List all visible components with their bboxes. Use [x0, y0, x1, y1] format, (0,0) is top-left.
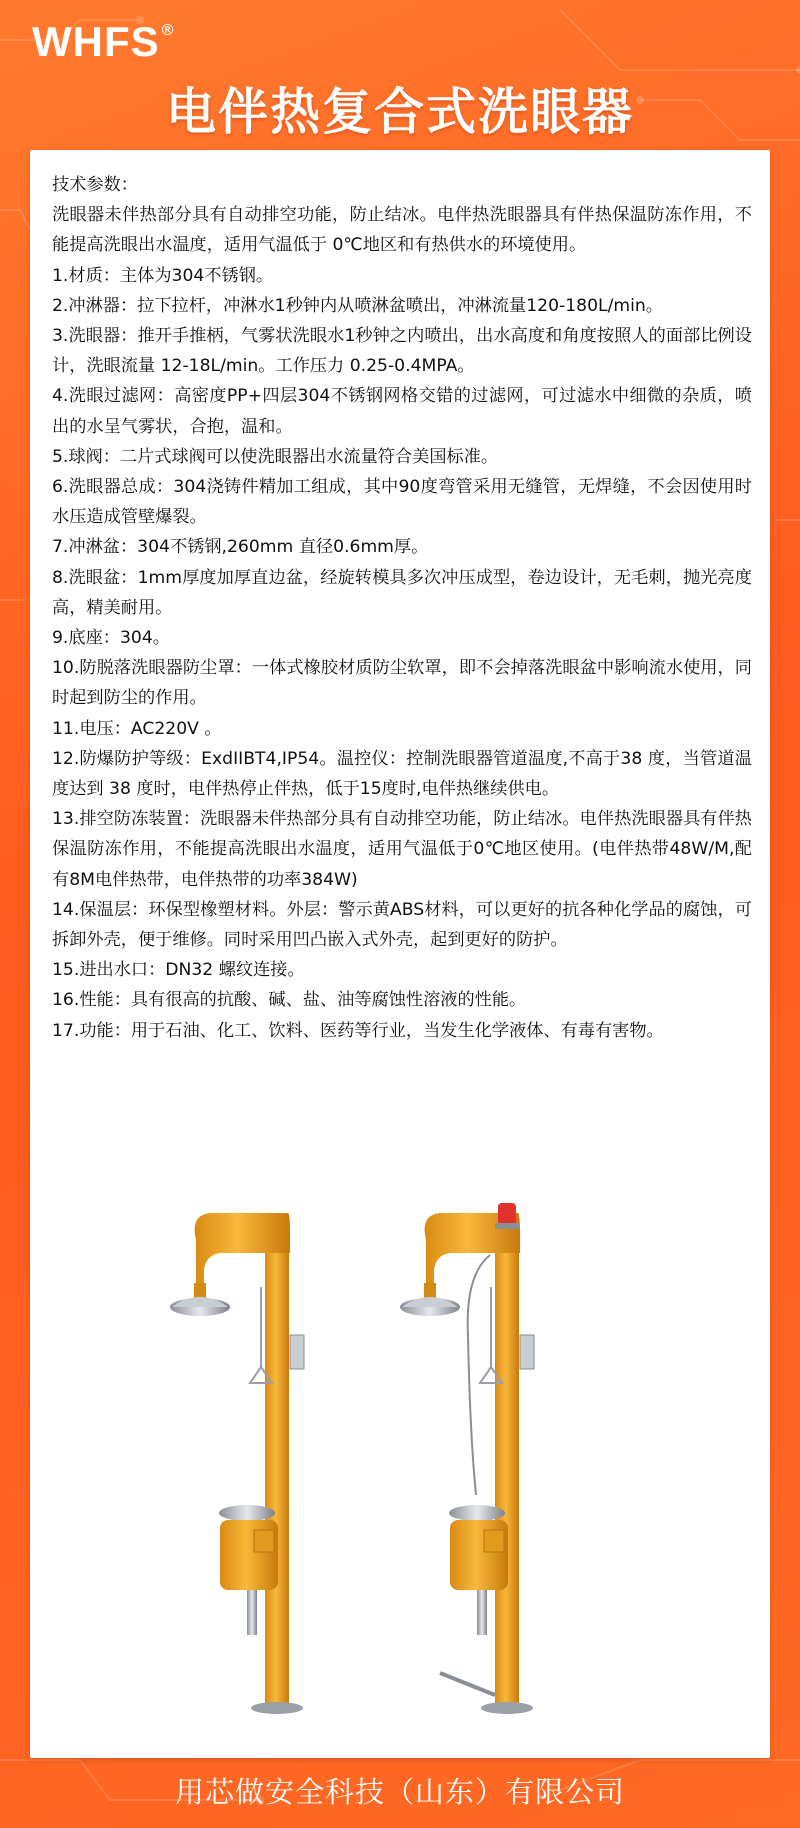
- spec-item: 1.材质：主体为304不锈钢。: [52, 265, 274, 286]
- spec-item: 3.洗眼器：推开手推柄，气雾状洗眼水1秒钟之内喷出，出水高度和角度按照人的面部比例设计，洗眼流量 12-18L/min。工作压力 0.25-0.4MPA。: [52, 326, 752, 377]
- registered-mark: ®: [161, 22, 175, 39]
- spec-item: 8.洗眼盆：1mm厚度加厚直边盆，经旋转模具多次冲压成型，卷边设计，无毛刺，抛光亮度高，精美耐用。: [52, 567, 752, 618]
- company-name-footer: 用芯做安全科技（山东）有限公司: [174, 1775, 625, 1809]
- spec-item: 7.冲淋盆：304不锈钢,260mm 直径0.6mm厚。: [52, 537, 429, 558]
- page-title: 电伴热复合式洗眼器: [166, 83, 634, 141]
- eyewash-unit-standard: [170, 1213, 304, 1714]
- product-image-eyewash-stations: [150, 1195, 650, 1725]
- spec-item: 16.性能：具有很高的抗酸、碱、盐、油等腐蚀性溶液的性能。: [52, 990, 527, 1011]
- brand-name: WHFS: [32, 18, 160, 65]
- spec-item: 15.进出水口：DN32 螺纹连接。: [52, 960, 305, 981]
- spec-item: 12.防爆防护等级：ExdIIBT4,IP54。温控仪：控制洗眼器管道温度,不高于38 度，当管道温度达到 38 度时，电伴热停止伴热，低于15度时,电伴热继续供电。: [52, 748, 752, 800]
- spec-item: 9.底座：304。: [52, 628, 170, 649]
- spec-item: 11.电压：AC220V 。: [52, 718, 222, 739]
- spec-item: 5.球阀：二片式球阀可以使洗眼器出水流量符合美国标准。: [52, 446, 499, 467]
- spec-item: 17.功能：用于石油、化工、饮料、医药等行业，当发生化学液体、有毒有害物。: [52, 1020, 664, 1041]
- spec-intro: 洗眼器未伴热部分具有自动排空功能，防止结冰。电伴热洗眼器具有伴热保温防冻作用，不能提高洗眼出水温度，适用气温低于 0℃地区和有热供水的环境使用。: [52, 205, 752, 256]
- spec-item: 14.保温层：环保型橡塑材料。外层：警示黄ABS材料，可以更好的抗各种化学品的腐蚀，可拆卸外壳，便于维修。同时采用凹凸嵌入式外壳，起到更好的防护。: [52, 899, 752, 951]
- spec-item: 13.排空防冻装置：洗眼器未伴热部分具有自动排空功能，防止结冰。电伴热洗眼器具有伴热保温防冻作用，不能提高洗眼出水温度，适用气温低于0℃地区使用。(电伴热带48W/M,配有8M电伴热带，电伴热带的功率384W): [52, 809, 752, 890]
- spec-item: 2.冲淋器：拉下拉杆，冲淋水1秒钟内从喷淋盆喷出，冲淋流量120-180L/min。: [52, 295, 663, 316]
- eyewash-unit-explosion-proof: [400, 1203, 534, 1714]
- spec-item: 10.防脱落洗眼器防尘罩：一体式橡胶材质防尘软罩，即不会掉落洗眼盆中影响流水使用，同时起到防尘的作用。: [52, 658, 752, 709]
- spec-list: [52, 170, 752, 1046]
- spec-heading: 技术参数：: [52, 175, 138, 195]
- brand-logo: [32, 18, 174, 66]
- spec-item: 6.洗眼器总成：304浇铸件精加工组成，其中90度弯管采用无缝管，无焊缝，不会因使用时水压造成管壁爆裂。: [52, 477, 752, 528]
- spec-item: 4.洗眼过滤网：高密度PP+四层304不锈钢网格交错的过滤网，可过滤水中细微的杂质，喷出的水呈气雾状，合抱，温和。: [52, 386, 752, 437]
